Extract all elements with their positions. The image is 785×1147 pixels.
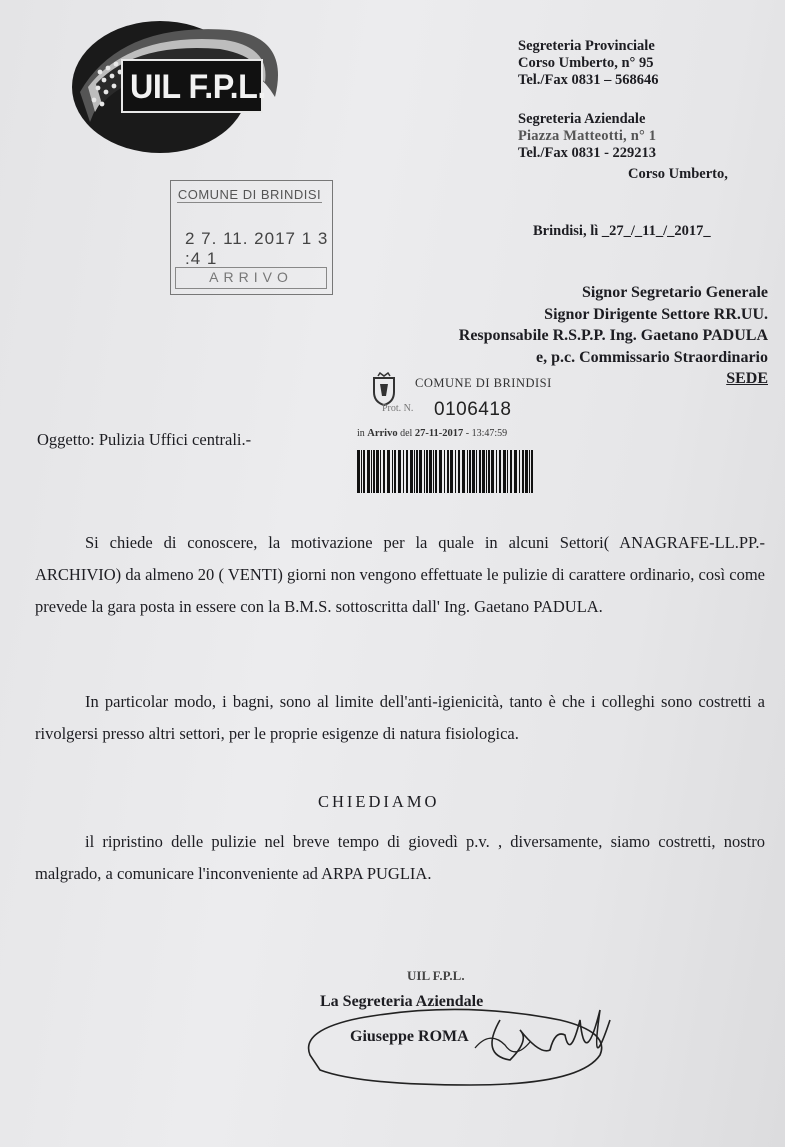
recipient-line: Signor Dirigente Settore RR.UU. <box>544 305 768 323</box>
signature-block <box>300 960 630 1110</box>
barcode-bar <box>361 450 362 493</box>
protocol-label: Prot. N. <box>382 403 414 414</box>
recipient-sede: SEDE <box>726 370 768 387</box>
barcode-bar <box>416 450 418 493</box>
request-paragraph: il ripristino delle pulizie nel breve tempo di giovedì p.v. , diversamente, siamo costretti, nostro malgrado, a comunicare l'inconveniente ad ARPA PUGLIA. <box>35 832 765 883</box>
barcode-bar <box>419 450 422 493</box>
barcode-bar <box>472 450 475 493</box>
arrival-label: Arrivo <box>367 428 398 439</box>
provincial-office-title: Segreteria Provinciale <box>518 38 655 54</box>
arrival-date: 27-11-2017 <box>414 428 464 439</box>
barcode-bar <box>426 450 428 493</box>
uil-fpl-logo <box>60 12 310 157</box>
barcode-bar <box>439 450 442 493</box>
barcode-bar <box>363 450 365 493</box>
barcode-bar <box>398 450 401 493</box>
barcode-bar <box>444 450 445 493</box>
barcode-bar <box>486 450 487 493</box>
barcode-bar <box>406 450 408 493</box>
barcode-bar <box>510 450 512 493</box>
barcode-bar <box>376 450 379 493</box>
handwritten-signature <box>300 960 630 1110</box>
signature-name: Giuseppe ROMA <box>350 1028 469 1045</box>
arrival-time: - 13:47:59 <box>465 428 508 439</box>
letter-date: Brindisi, lì _27_/_11_/_2017_ <box>533 223 711 239</box>
barcode-bar <box>482 450 485 493</box>
barcode-bar <box>371 450 372 493</box>
recipient-line: e, p.c. Commissario Straordinario <box>536 348 768 366</box>
barcode-bar <box>469 450 471 493</box>
protocol-number: 0106418 <box>434 399 512 420</box>
stamp-footer: ARRIVO <box>175 267 327 289</box>
barcode-bar <box>455 450 456 493</box>
provincial-office-phone: Tel./Fax 0831 – 568646 <box>518 72 659 88</box>
barcode-bar <box>514 450 517 493</box>
barcode-bar <box>433 450 434 493</box>
barcode-bar <box>488 450 490 493</box>
stamp-header: COMUNE DI BRINDISI <box>177 187 322 202</box>
stamp-date: 2 7. 11. 2017 1 3 :4 1 <box>185 229 329 268</box>
company-office-title: Segreteria Aziendale <box>518 111 646 127</box>
arrival-prefix: in <box>357 428 365 439</box>
barcode-bar <box>491 450 494 493</box>
barcode-bar <box>373 450 375 493</box>
barcode-bar <box>387 450 390 493</box>
barcode-bar <box>383 450 385 493</box>
barcode-bar <box>410 450 413 493</box>
barcode-bar <box>367 450 370 493</box>
company-office-extra: Corso Umberto, <box>628 166 728 182</box>
barcode-bar <box>435 450 437 493</box>
barcode-bar <box>424 450 425 493</box>
barcode-bar <box>392 450 393 493</box>
arrival-del: del <box>400 428 413 439</box>
barcode-bar <box>479 450 481 493</box>
barcode-bar <box>503 450 506 493</box>
barcode-bar <box>380 450 381 493</box>
barcode-bar <box>531 450 533 493</box>
barcode-bar <box>476 450 477 493</box>
protocol-comune: COMUNE DI BRINDISI <box>415 376 552 390</box>
barcode-bar <box>394 450 396 493</box>
barcode-bar <box>499 450 501 493</box>
logo-text: UIL F.P.L. <box>130 68 266 106</box>
company-office-block <box>518 111 656 162</box>
barcode-bar <box>467 450 468 493</box>
barcode-bar <box>450 450 453 493</box>
subject-line: Oggetto: Pulizia Uffici centrali.- <box>37 430 252 449</box>
provincial-office-address: Corso Umberto, n° 95 <box>518 55 654 71</box>
signature-role: La Segreteria Aziendale <box>320 993 484 1010</box>
signature-org: UIL F.P.L. <box>407 968 465 983</box>
recipient-line: Responsabile R.S.P.P. Ing. Gaetano PADULA <box>458 327 768 344</box>
request-heading: CHIEDIAMO <box>318 792 440 811</box>
barcode-bar <box>496 450 497 493</box>
protocol-barcode <box>357 450 535 493</box>
barcode-bar <box>429 450 432 493</box>
body-paragraph: Si chiede di conoscere, la motivazione per la quale in alcuni Settori( ANAGRAFE-LL.PP.- ARCHIVIO) da almeno 20 ( VENTI) giorni non vengono effettuate le pulizie di carattere ordinario, così come prevede la gara posta in essere con la B.M.S. sottoscritta dall' Ing. Gaetano PADULA. <box>35 533 765 616</box>
body-paragraph: In particolar modo, i bagni, sono al limite dell'anti-igienicità, tanto è che i colleghi sono costretti a rivolgersi presso altri settori, per le proprie esigenze di natura fisiologica. <box>35 692 765 743</box>
barcode-bar <box>357 450 360 493</box>
barcode-bar <box>414 450 415 493</box>
barcode-bar <box>525 450 528 493</box>
company-office-phone: Tel./Fax 0831 - 229213 <box>518 145 657 161</box>
city-crest-icon <box>370 372 398 406</box>
provincial-office-block <box>518 38 658 89</box>
protocol-stamp <box>355 370 555 500</box>
barcode-bar <box>458 450 460 493</box>
barcode-bar <box>519 450 520 493</box>
barcode-bar <box>403 450 404 493</box>
arrival-stamp <box>170 180 333 295</box>
company-office-address: Piazza Matteotti, n° 1 <box>518 128 657 144</box>
barcode-bar <box>522 450 524 493</box>
barcode-bar <box>507 450 508 493</box>
protocol-arrival-line <box>357 428 507 439</box>
barcode-bar <box>462 450 465 493</box>
barcode-bar <box>529 450 530 493</box>
barcode-bar <box>447 450 449 493</box>
recipient-line: Signor Segretario Generale <box>581 284 768 301</box>
